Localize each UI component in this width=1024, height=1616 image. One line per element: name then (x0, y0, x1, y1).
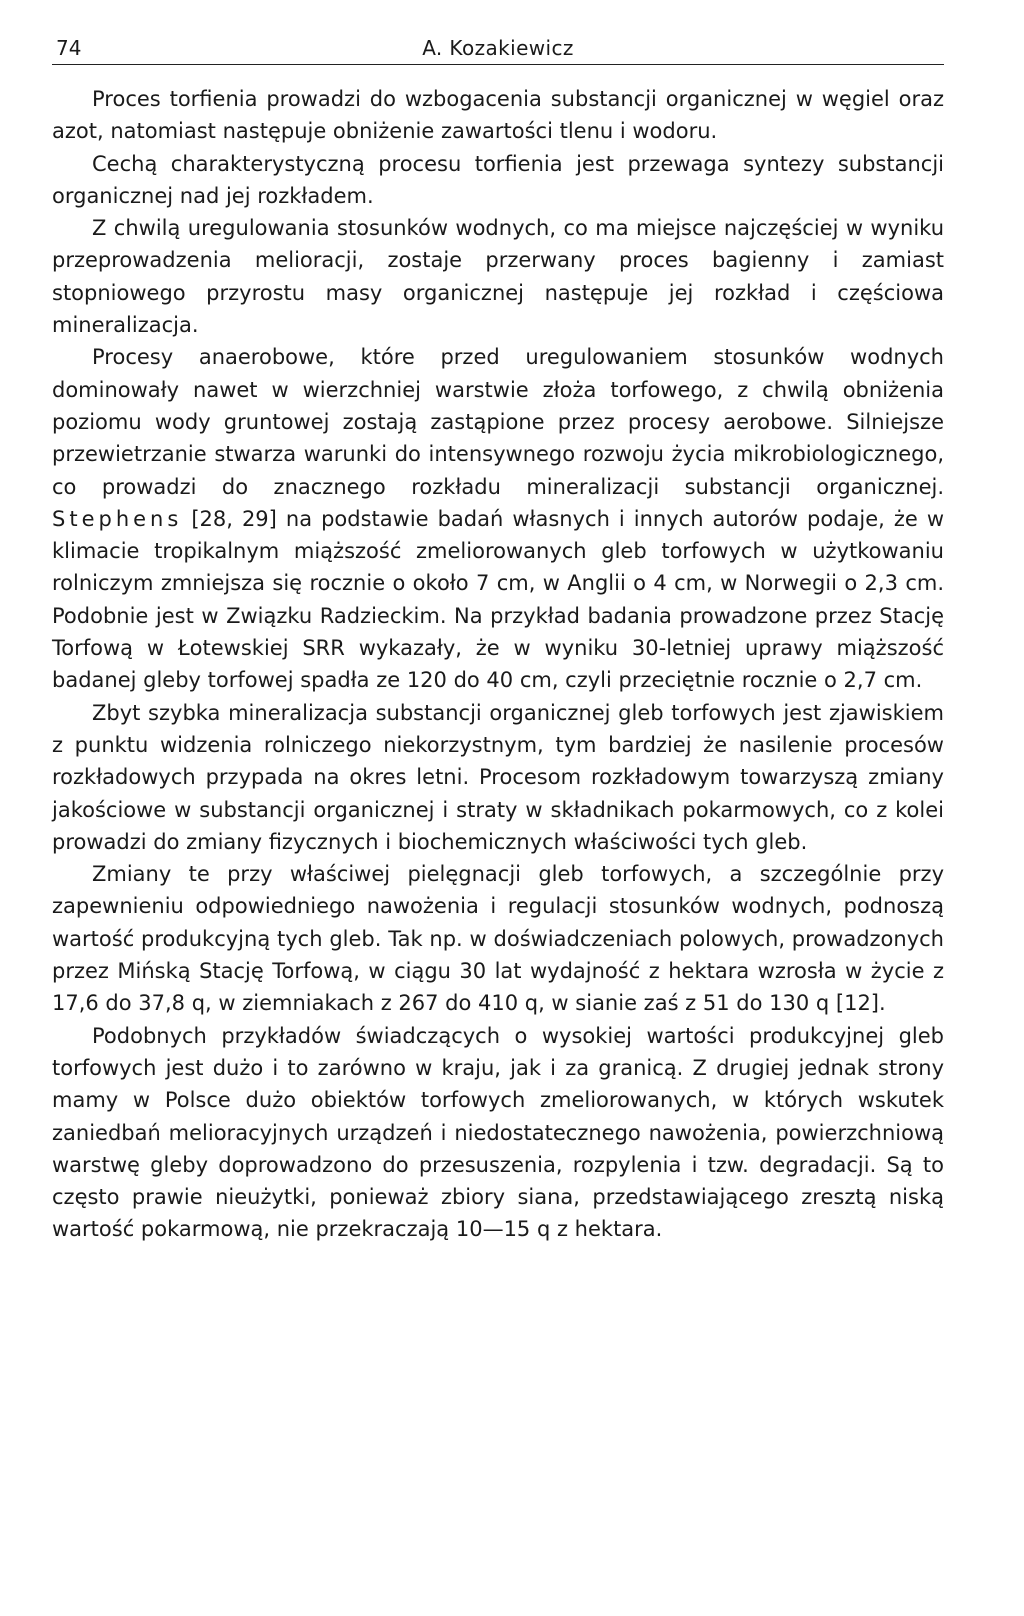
paragraph-6: Zmiany te przy właściwej pielęgnacji gleb torfowych, a szczególnie przy zapewnieniu odpowiedniego nawożenia i regulacji stosunków wodnych, podnoszą wartość produkcyjną tych gleb. Tak np. w doświadczeniach polowych, prowadzonych przez Mińską Stację Torfową, w ciągu 30 lat wydajność z hektara wzrosła w życie z 17,6 do 37,8 q, w ziemniakach z 267 do 410 q, w sianie zaś z 51 do 130 q [12]. (52, 862, 944, 1016)
page-number: 74 (56, 36, 82, 60)
page (52, 30, 944, 1246)
cited-author-stephens: Stephens (52, 506, 183, 531)
paragraph-2: Cechą charakterystyczną procesu torfienia jest przewaga syntezy substancji organicznej nad jej rozkładem. (52, 151, 944, 208)
paragraph-5: Zbyt szybka mineralizacja substancji organicznej gleb torfowych jest zjawiskiem z punktu widzenia rolniczego niekorzystnym, tym bardziej że nasilenie procesów rozkładowych przypada na okres letni. Procesom rozkładowym towarzyszą zmiany jakościowe w substancji organicznej i straty w składnikach pokarmowych, co z kolei prowadzi do zmiany fizycznych i biochemicznych właściwości tych gleb. (52, 700, 944, 854)
paragraph-4 (52, 341, 944, 696)
paragraph-3: Z chwilą uregulowania stosunków wodnych, co ma miejsce najczęściej w wyniku przeprowadzenia melioracji, zostaje przerwany proces bagienny i zamiast stopniowego przyrostu masy organicznej następuje jej rozkład i częściowa mineralizacja. (52, 216, 944, 338)
paragraph-1: Proces torfienia prowadzi do wzbogacenia substancji organicznej w węgiel oraz azot, natomiast następuje obniżenie zawartości tlenu i wodoru. (52, 87, 944, 144)
paragraph-4-text-before: Procesy anaerobowe, które przed uregulowaniem stosunków wodnych dominowały nawet w wierzchniej warstwie złoża torfowego, z chwilą obniżenia poziomu wody gruntowej zostają zastąpione przez procesy aerobowe. Silniejsze przewietrzanie stwarza warunki do intensywnego rozwoju życia mikrobiologicznego, co prowadzi do znacznego rozkładu mineralizacji substancji organicznej. (52, 345, 944, 499)
running-header-author: A. Kozakiewicz (422, 36, 574, 60)
running-header (52, 30, 944, 65)
paragraph-7: Podobnych przykładów świadczących o wysokiej wartości produkcyjnej gleb torfowych jest dużo i to zarówno w kraju, jak i za granicą. Z drugiej jednak strony mamy w Polsce dużo obiektów torfowych zmeliorowanych, w których wskutek zaniedbań melioracyjnych urządzeń i niedostatecznego nawożenia, powierzchniową warstwę gleby doprowadzono do przesuszenia, rozpylenia i tzw. degradacji. Są to często prawie nieużytki, ponieważ zbiory siana, przedstawiającego zresztą niską wartość pokarmową, nie przekraczają 10—15 q z hektara. (52, 1023, 944, 1242)
paragraph-4-text-after: [28, 29] na podstawie badań własnych i innych autorów podaje, że w klimacie tropikalnym miąższość zmeliorowanych gleb torfowych w użytkowaniu rolniczym zmniejsza się rocznie o około 7 cm, w Anglii o 4 cm, w Norwegii o 2,3 cm. Podobnie jest w Związku Radzieckim. Na przykład badania prowadzone przez Stację Torfową w Łotewskiej SRR wykazały, że w wyniku 30-letniej uprawy miąższość badanej gleby torfowej spadła ze 120 do 40 cm, czyli przeciętnie rocznie o 2,7 cm. (52, 506, 944, 693)
body-text (52, 83, 944, 1246)
